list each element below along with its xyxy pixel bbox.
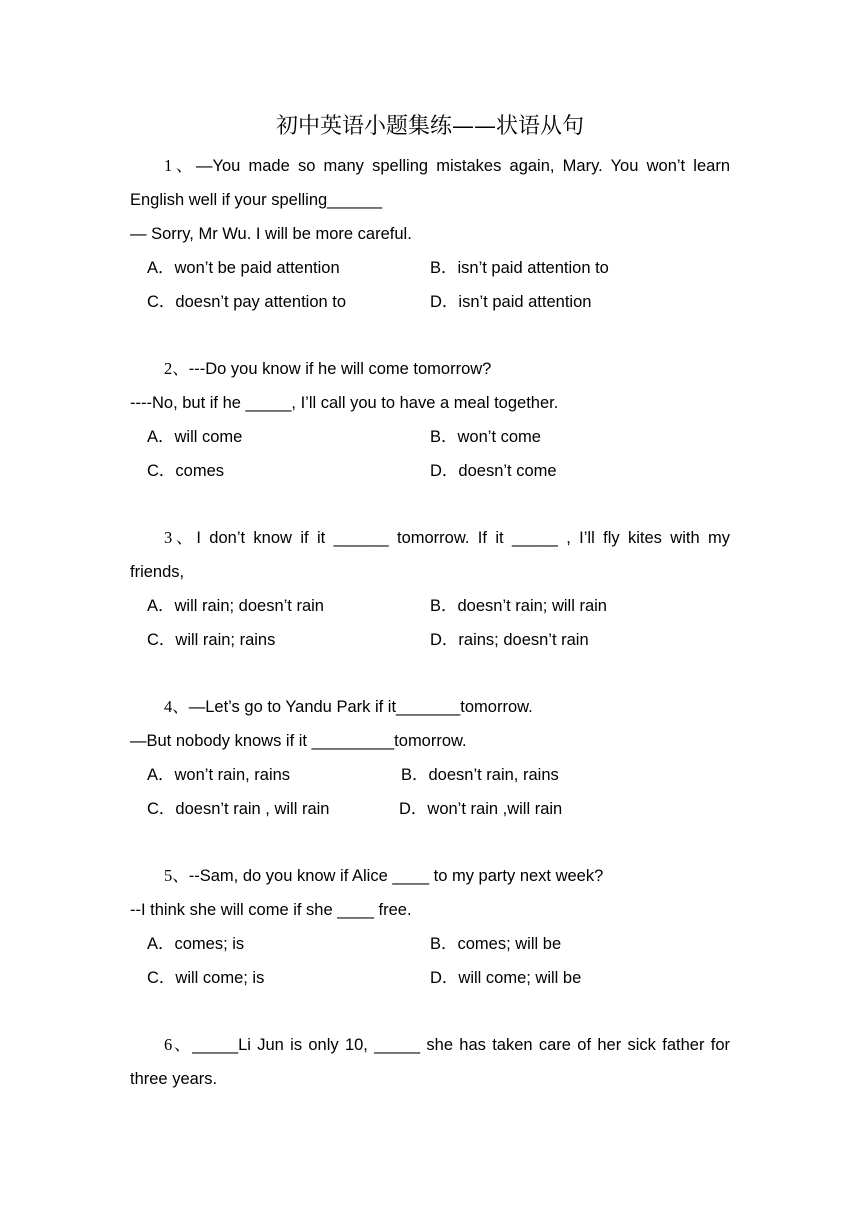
question-5-option-a[interactable]: A．comes; is: [147, 935, 245, 953]
question-3-line-2: friends,: [130, 563, 185, 581]
page-title: 初中英语小题集练——状语从句: [275, 114, 584, 139]
question-3-option-b[interactable]: B．doesn’t rain; will rain: [430, 597, 607, 615]
question-5-number: 5、: [164, 866, 189, 885]
question-5-line-1: [164, 865, 730, 887]
question-4-option-d[interactable]: D．won’t rain ,will rain: [399, 800, 563, 818]
question-1-option-d[interactable]: D．isn’t paid attention: [430, 293, 592, 311]
question-5-text: --Sam, do you know if Alice ____ to my party next week?: [188, 867, 604, 885]
question-3-option-c[interactable]: C．will rain; rains: [147, 631, 276, 649]
question-1-text: —You made so many spelling mistakes again, Mary. You won’t learn: [195, 157, 730, 175]
question-1-line-3: — Sorry, Mr Wu. I will be more careful.: [130, 225, 412, 243]
question-4-number: 4、: [164, 697, 189, 716]
question-2-option-a[interactable]: A．will come: [147, 428, 243, 446]
question-1-line-1: [164, 155, 730, 177]
question-2-option-c[interactable]: C．comes: [147, 462, 225, 480]
question-3-line-1: [164, 527, 730, 549]
question-1-option-a[interactable]: A．won’t be paid attention: [147, 259, 340, 277]
question-1-line-2: English well if your spelling______: [130, 191, 383, 209]
question-5-option-c[interactable]: C．will come; is: [147, 969, 265, 987]
question-5-line-2: --I think she will come if she ____ free.: [130, 901, 412, 919]
question-1-option-b[interactable]: B．isn’t paid attention to: [430, 259, 609, 277]
question-4-text: —Let’s go to Yandu Park if it_______tomorrow.: [188, 698, 533, 716]
question-6-text: _____Li Jun is only 10, _____ she has taken care of her sick father for: [192, 1036, 730, 1054]
question-2-text: ---Do you know if he will come tomorrow?: [188, 360, 492, 378]
question-5-option-d[interactable]: D．will come; will be: [430, 969, 582, 987]
question-2-option-d[interactable]: D．doesn’t come: [430, 462, 557, 480]
question-4-option-a[interactable]: A．won’t rain, rains: [147, 766, 291, 784]
question-3-text: I don’t know if it ______ tomorrow. If it _____ , I’ll fly kites with my: [196, 529, 731, 547]
question-3-number: 3、: [164, 528, 197, 547]
question-6-line-2: three years.: [130, 1070, 218, 1088]
question-4-line-1: [164, 696, 730, 718]
question-4-option-b[interactable]: B．doesn’t rain, rains: [401, 766, 559, 784]
question-2-number: 2、: [164, 359, 189, 378]
question-6-line-1: [164, 1034, 730, 1056]
question-4-option-c[interactable]: C．doesn’t rain , will rain: [147, 800, 330, 818]
question-1-option-c[interactable]: C．doesn’t pay attention to: [147, 293, 347, 311]
question-3-option-d[interactable]: D．rains; doesn’t rain: [430, 631, 589, 649]
question-2-line-1: [164, 358, 730, 380]
question-6-number: 6、: [164, 1035, 193, 1054]
question-2-option-b[interactable]: B．won’t come: [430, 428, 541, 446]
question-4-line-2: —But nobody knows if it _________tomorrow.: [130, 732, 467, 750]
question-2-line-2: ----No, but if he _____, I’ll call you to have a meal together.: [130, 394, 559, 412]
question-5-option-b[interactable]: B．comes; will be: [430, 935, 562, 953]
question-3-option-a[interactable]: A．will rain; doesn’t rain: [147, 597, 324, 615]
question-1-number: 1、: [164, 156, 196, 175]
